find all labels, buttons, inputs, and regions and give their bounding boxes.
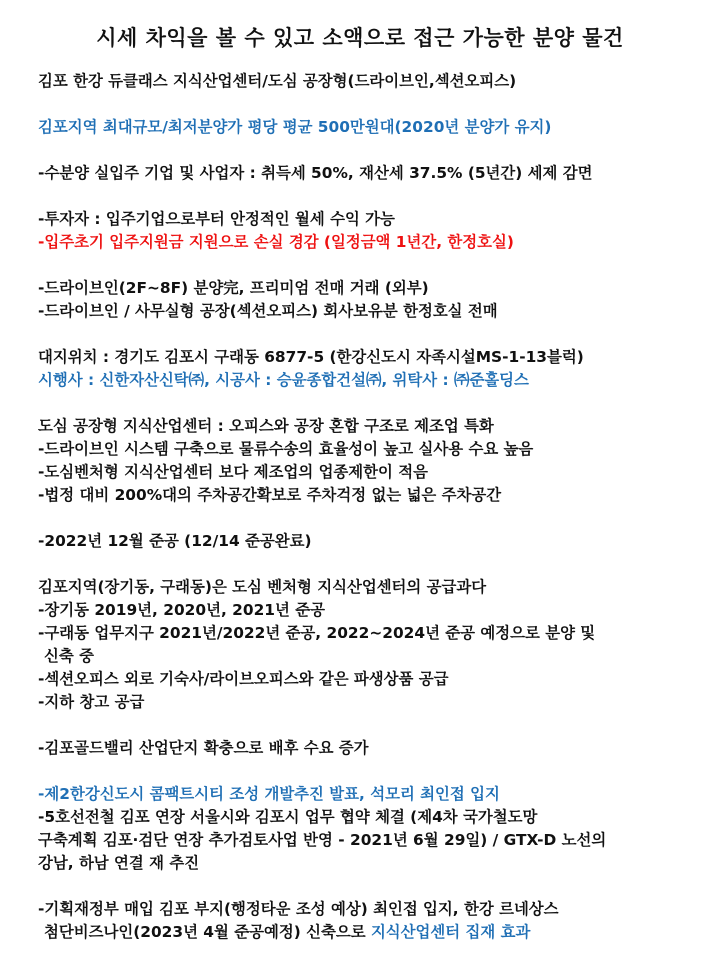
cluster-effect-text: 지식산업센터 집재 효과 bbox=[370, 923, 531, 941]
gurae-dong-line-cont: 신축 중 bbox=[44, 647, 94, 665]
spacer bbox=[38, 323, 710, 346]
spacer bbox=[38, 185, 710, 208]
compact-city-line: -제2한강신도시 콤팩트시티 조성 개발추진 발표, 석모리 최인접 입지 bbox=[38, 785, 500, 803]
site-location-line: 대지위치 : 경기도 김포시 구래동 6877-5 (한강신도시 자족시설MS-1-13블럭) bbox=[38, 348, 584, 366]
gtx-line: 강남, 하남 연결 재 추진 bbox=[38, 854, 200, 872]
page-title: 시세 차익을 볼 수 있고 소액으로 접근 가능한 분양 물건 bbox=[96, 26, 624, 50]
drive-in-system-line: -드라이브인 시스템 구축으로 물류수송의 효율성이 높고 실사용 수요 높음 bbox=[38, 440, 534, 458]
price-highlight-line: 김포지역 최대규모/최저분양가 평당 평균 500만원대(2020년 분양가 유지) bbox=[38, 118, 552, 136]
investor-line: -투자자 : 입주기업으로부터 안정적인 월세 수익 가능 bbox=[38, 210, 395, 228]
gurae-dong-line: -구래동 업무지구 2021년/2022년 준공, 2022~2024년 준공 예정으로 분양 및 bbox=[38, 624, 596, 642]
spacer bbox=[38, 553, 710, 576]
tax-benefit-line: -수분양 실입주 기업 및 사업자 : 취득세 50%, 재산세 37.5% (5년간) 세제 감면 bbox=[38, 164, 593, 182]
drive-in-sold-line: -드라이브인(2F~8F) 분양完, 프리미엄 전매 거래 (외부) bbox=[38, 279, 429, 297]
biz-nine-line bbox=[38, 921, 710, 944]
spacer bbox=[38, 507, 710, 530]
spacer bbox=[38, 93, 710, 116]
ministry-site-line: -기획재정부 매입 김포 부지(행정타운 조성 예상) 최인접 입지, 한강 르네상스 bbox=[38, 900, 559, 918]
subway-extension-line-cont: 구축계획 김포·검단 연장 추가검토사업 반영 - 2021년 6월 29일) / GTX-D 노선의 bbox=[38, 831, 607, 849]
biz-nine-text: 첨단비즈나인(2023년 4월 준공예정) 신축으로 bbox=[44, 923, 371, 941]
industry-restriction-line: -도심벤처형 지식산업센터 보다 제조업의 업종제한이 적음 bbox=[38, 463, 428, 481]
move-in-support-line: -입주초기 입주지원금 지원으로 손실 경감 (일정금액 1년간, 한정호실) bbox=[38, 233, 514, 251]
property-name-line: 김포 한강 듀클래스 지식산업센터/도심 공장형(드라이브인,섹션오피스) bbox=[38, 72, 517, 90]
factory-type-line: 도심 공장형 지식산업센터 : 오피스와 공장 혼합 구조로 제조업 특화 bbox=[38, 417, 494, 435]
spacer bbox=[38, 392, 710, 415]
warehouse-line: -지하 창고 공급 bbox=[38, 693, 145, 711]
janggi-dong-line: -장기동 2019년, 2020년, 2021년 준공 bbox=[38, 601, 325, 619]
developer-line: 시행사 : 신한자산신탁㈜, 시공사 : 승윤종합건설㈜, 위탁사 : ㈜준홀딩스 bbox=[38, 371, 529, 389]
parking-line: -법정 대비 200%대의 주차공간확보로 주차걱정 없는 넓은 주차공간 bbox=[38, 486, 502, 504]
derivative-products-line: -섹션오피스 외로 기숙사/라이브오피스와 같은 파생상품 공급 bbox=[38, 670, 449, 688]
completion-line: -2022년 12월 준공 (12/14 준공완료) bbox=[38, 532, 312, 550]
spacer bbox=[38, 714, 710, 737]
spacer bbox=[38, 254, 710, 277]
resale-line: -드라이브인 / 사무실형 공장(섹션오피스) 회사보유분 한정호실 전매 bbox=[38, 302, 498, 320]
subway-extension-line: -5호선전철 김포 연장 서울시와 김포시 업무 협약 체결 (제4차 국가철도망 bbox=[38, 808, 538, 826]
spacer bbox=[38, 139, 710, 162]
document-body bbox=[38, 70, 710, 944]
gold-valley-line: -김포골드밸리 산업단지 확충으로 배후 수요 증가 bbox=[38, 739, 369, 757]
oversupply-line: 김포지역(장기동, 구래동)은 도심 벤처형 지식산업센터의 공급과다 bbox=[38, 578, 487, 596]
spacer bbox=[38, 760, 710, 783]
spacer bbox=[38, 875, 710, 898]
